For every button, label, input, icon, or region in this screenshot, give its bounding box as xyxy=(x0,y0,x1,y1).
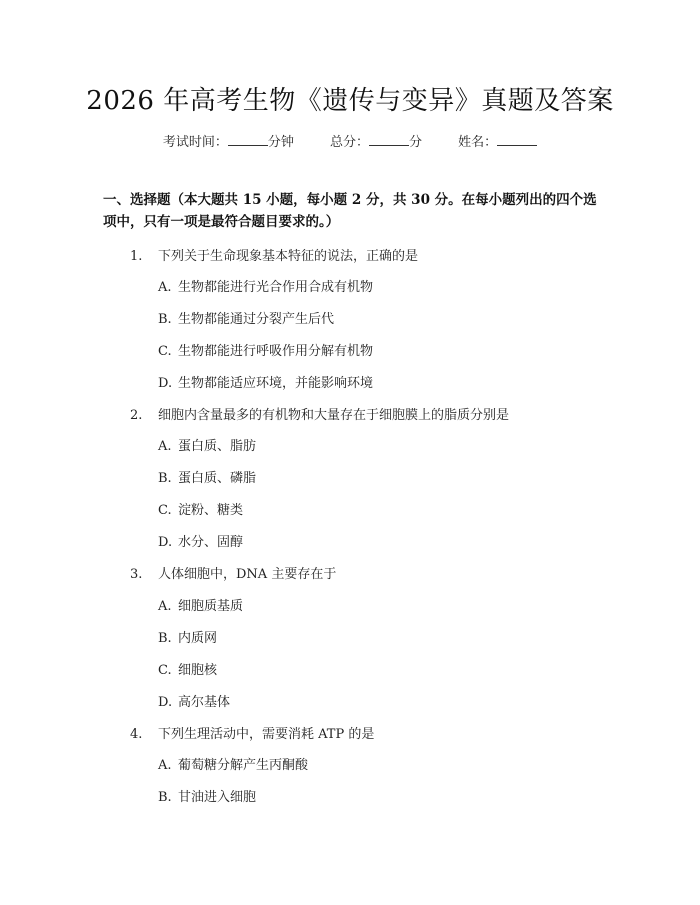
exam-time-field xyxy=(163,135,294,150)
question-4 xyxy=(130,723,374,742)
option-letter: A. xyxy=(158,758,172,773)
option-text: 葡萄糖分解产生丙酮酸 xyxy=(178,758,309,773)
question-text: 下列关于生命现象基本特征的说法，正确的是 xyxy=(158,249,419,264)
question-number: 3. xyxy=(130,567,143,582)
exam-info-line xyxy=(0,131,700,150)
option-letter: D. xyxy=(158,376,173,391)
exam-time-blank[interactable] xyxy=(228,133,268,146)
total-score-blank[interactable] xyxy=(369,133,409,146)
question-number: 1. xyxy=(130,249,143,264)
option-letter: B. xyxy=(158,790,172,805)
exam-time-label: 考试时间： xyxy=(162,135,228,150)
option-letter: C. xyxy=(158,503,172,518)
question-2-option-d xyxy=(158,531,243,550)
option-text: 蛋白质、脂肪 xyxy=(178,439,257,454)
question-2-option-c xyxy=(158,499,243,518)
option-letter: A. xyxy=(158,280,172,295)
question-3-option-c xyxy=(158,659,217,678)
question-2 xyxy=(130,404,509,423)
total-score-unit: 分 xyxy=(409,135,423,150)
option-letter: C. xyxy=(158,344,172,359)
option-text: 甘油进入细胞 xyxy=(178,790,257,805)
option-text: 细胞核 xyxy=(178,663,218,678)
option-letter: B. xyxy=(158,471,172,486)
question-3 xyxy=(130,563,336,582)
question-3-option-b xyxy=(158,627,217,646)
question-1-option-b xyxy=(158,308,334,327)
question-2-option-b xyxy=(158,467,256,486)
total-score-label: 总分： xyxy=(329,135,369,150)
question-text: 人体细胞中，DNA 主要存在于 xyxy=(158,567,337,582)
question-3-option-d xyxy=(158,691,230,710)
option-text: 蛋白质、磷脂 xyxy=(178,471,257,486)
option-text: 生物都能进行光合作用合成有机物 xyxy=(178,280,374,295)
option-letter: D. xyxy=(158,535,173,550)
option-text: 内质网 xyxy=(178,631,218,646)
question-2-option-a xyxy=(158,435,256,454)
student-name-blank[interactable] xyxy=(497,133,537,146)
option-letter: C. xyxy=(158,663,172,678)
option-letter: B. xyxy=(158,312,172,327)
question-text: 细胞内含量最多的有机物和大量存在于细胞膜上的脂质分别是 xyxy=(158,408,510,423)
question-number: 4. xyxy=(130,727,143,742)
option-letter: A. xyxy=(158,599,172,614)
question-1-option-d xyxy=(158,372,373,391)
exam-time-unit: 分钟 xyxy=(267,135,294,150)
question-3-option-a xyxy=(158,595,243,614)
question-1-option-a xyxy=(158,276,373,295)
question-text: 下列生理活动中，需要消耗 ATP 的是 xyxy=(158,727,375,742)
question-4-option-a xyxy=(158,754,308,773)
student-name-field xyxy=(458,135,537,150)
total-score-field xyxy=(330,135,422,150)
question-1 xyxy=(130,245,418,264)
option-text: 生物都能适应环境，并能影响环境 xyxy=(178,376,374,391)
student-name-label: 姓名： xyxy=(458,135,498,150)
option-letter: D. xyxy=(158,695,173,710)
option-text: 生物都能进行呼吸作用分解有机物 xyxy=(178,344,374,359)
option-letter: B. xyxy=(158,631,172,646)
question-1-option-c xyxy=(158,340,373,359)
page-title: 2026 年高考生物《遗传与变异》真题及答案 xyxy=(86,86,614,116)
option-text: 生物都能通过分裂产生后代 xyxy=(178,312,335,327)
question-4-option-b xyxy=(158,786,256,805)
section-heading: 一、选择题（本大题共 15 小题，每小题 2 分，共 30 分。在每小题列出的四个选项中，只有一项是最符合题目要求的。） xyxy=(103,192,597,230)
option-letter: A. xyxy=(158,439,172,454)
option-text: 高尔基体 xyxy=(178,695,231,710)
option-text: 水分、固醇 xyxy=(178,535,244,550)
option-text: 细胞质基质 xyxy=(178,599,244,614)
question-number: 2. xyxy=(130,408,143,423)
option-text: 淀粉、糖类 xyxy=(178,503,244,518)
